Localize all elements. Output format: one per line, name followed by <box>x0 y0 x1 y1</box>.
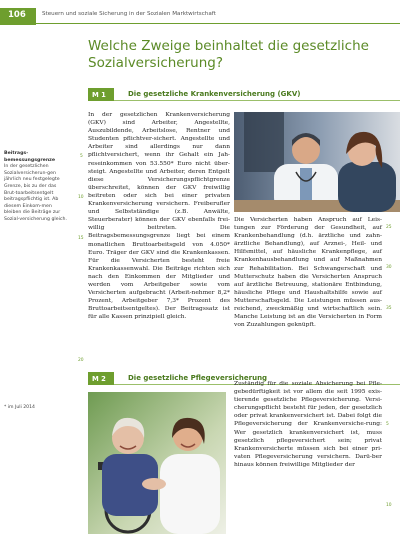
glossary-term: Beitrags-bemessungsgrenze <box>4 151 56 163</box>
chapter-title: Welche Zweige beinhaltet die gesetzliche Sozialversicherung? <box>88 38 369 71</box>
section-1-rule <box>114 100 400 101</box>
line-number: 10 <box>386 503 392 508</box>
line-number: 15 <box>78 236 84 241</box>
body-text-col2: Die Versicherten haben Anspruch auf Leis-tungen zur Förderung der Gesundheit, auf Krankenbehandlung (d.h. ärztliche und zahn-ärztliche Behandlung), auf Arznei-, Heil- und Hilfsmittel, auf häusliche Krankenpflege, auf Krankenhausbehandlung und auf Maßnahmen zur Rehabilitation. Bei Schwangerschaft und Mutterschutz haben die Versicherten Anspruch auf ärztliche Betreuung, stationäre Entbindung, häusliche Pflege und Haushaltshilfe sowie auf Mutterschaftsgeld. Die Leistungen müssen aus-reichend, zweckmäßig und wirtschaftlich sein. Manche Leistung ist an die Versicherten in Form von Zuzahlungen geknüpft. <box>234 217 382 329</box>
line-number: 35 <box>386 306 392 311</box>
doctor-patient-photo <box>234 112 400 212</box>
running-head: Steuern und soziale Sicherung in der Sozialen Marktwirtschaft <box>42 11 216 17</box>
caregiver-elderly-photo <box>88 392 226 534</box>
footnote: * im Juli 2014 <box>4 405 35 410</box>
line-number: 5 <box>386 422 389 427</box>
body-text-col3: Zuständig für die soziale Absicherung bei Pfle-gebedürftigkeit ist vor allem die seit 1995 exis-tierende gesetzliche Pflegeversicherung. Versi-cherungspflicht besteht für jeden, der gesetzlich oder privat krankenversichert ist. Dabei folgt die Pflegeversicherung der Krankenversiche-rung: Wer gesetzlich krankenversichert ist, muss gesetzlich pflegeversichert sein; privat Krankenversicherte müssen sich bei einer pri-vaten Pflegeversicherung versichern. Darü-ber hinaus können freiwillige Mitglieder der <box>234 381 382 468</box>
line-number: 10 <box>78 195 84 200</box>
line-number: 30 <box>386 265 392 270</box>
section-2-tag: M 2 <box>88 372 114 385</box>
line-number: 20 <box>78 358 84 363</box>
header-rule <box>36 23 400 24</box>
section-1-bar <box>88 88 400 101</box>
glossary-definition: In der gesetzlichen Sozialversicherun-gen jährlich neu festgelegte Grenze, bis zu der das Brut-toarbeitsentgelt beitragspflichtig ist. Ab diesem Einkom-men bleiben die Beiträge zur Sozial-versicherung gleich. <box>4 164 67 222</box>
section-1-tag: M 1 <box>88 88 114 101</box>
section-1-title: Die gesetzliche Krankenversicherung (GKV) <box>128 90 301 98</box>
line-number: 5 <box>80 154 83 159</box>
section-2-title: Die gesetzliche Pflegeversicherung <box>128 374 268 382</box>
page-header <box>0 0 400 26</box>
glossary-sidebar <box>4 151 68 224</box>
body-text-col1: In der gesetzlichen Krankenversicherung (GKV) sind Arbeiter, Angestellte, Auszubildende, Arbeitslose, Rentner und Studenten pflichtver-sichert. Angestellte und Arbeiter sind allerdings nur dann pflichtversichert, wenn ihr Gehalt ein Jah-reseinkommen von 53.550* Euro nicht über-steigt. Angestellte und Arbeiter, deren Entgelt diese Versicherungspflichtgrenze überschreitet, können der GKV freiwillig beitreten oder sich bei einer privaten Krankenversicherung versichern. Freiberufler und Selbstständige (z.B. Anwälte, Steuerberater) können der GKV ebenfalls frei-willig beitreten. Die Beitragsbemessungsgrenze liegt bei einem monatlichen Bruttoarbeitsgeld von 4.050* Euro. Träger der GKV sind die Krankenkassen. Für die Versicherten besteht freie Krankenkassenwahl. Die Beiträge richten sich nach den Einkommen der Mitglieder und werden vom Arbeitgeber sowie vom Versicherten aufgebracht (Arbeit-nehmer 8,2* Prozent, Arbeitgeber 7,3* Prozent des Bruttoarbeitsentgeltes). Der Beitragssatz ist für alle Kassen prinzipiell gleich. <box>88 112 230 321</box>
line-number: 25 <box>386 225 392 230</box>
page-number: 106 <box>8 10 26 20</box>
